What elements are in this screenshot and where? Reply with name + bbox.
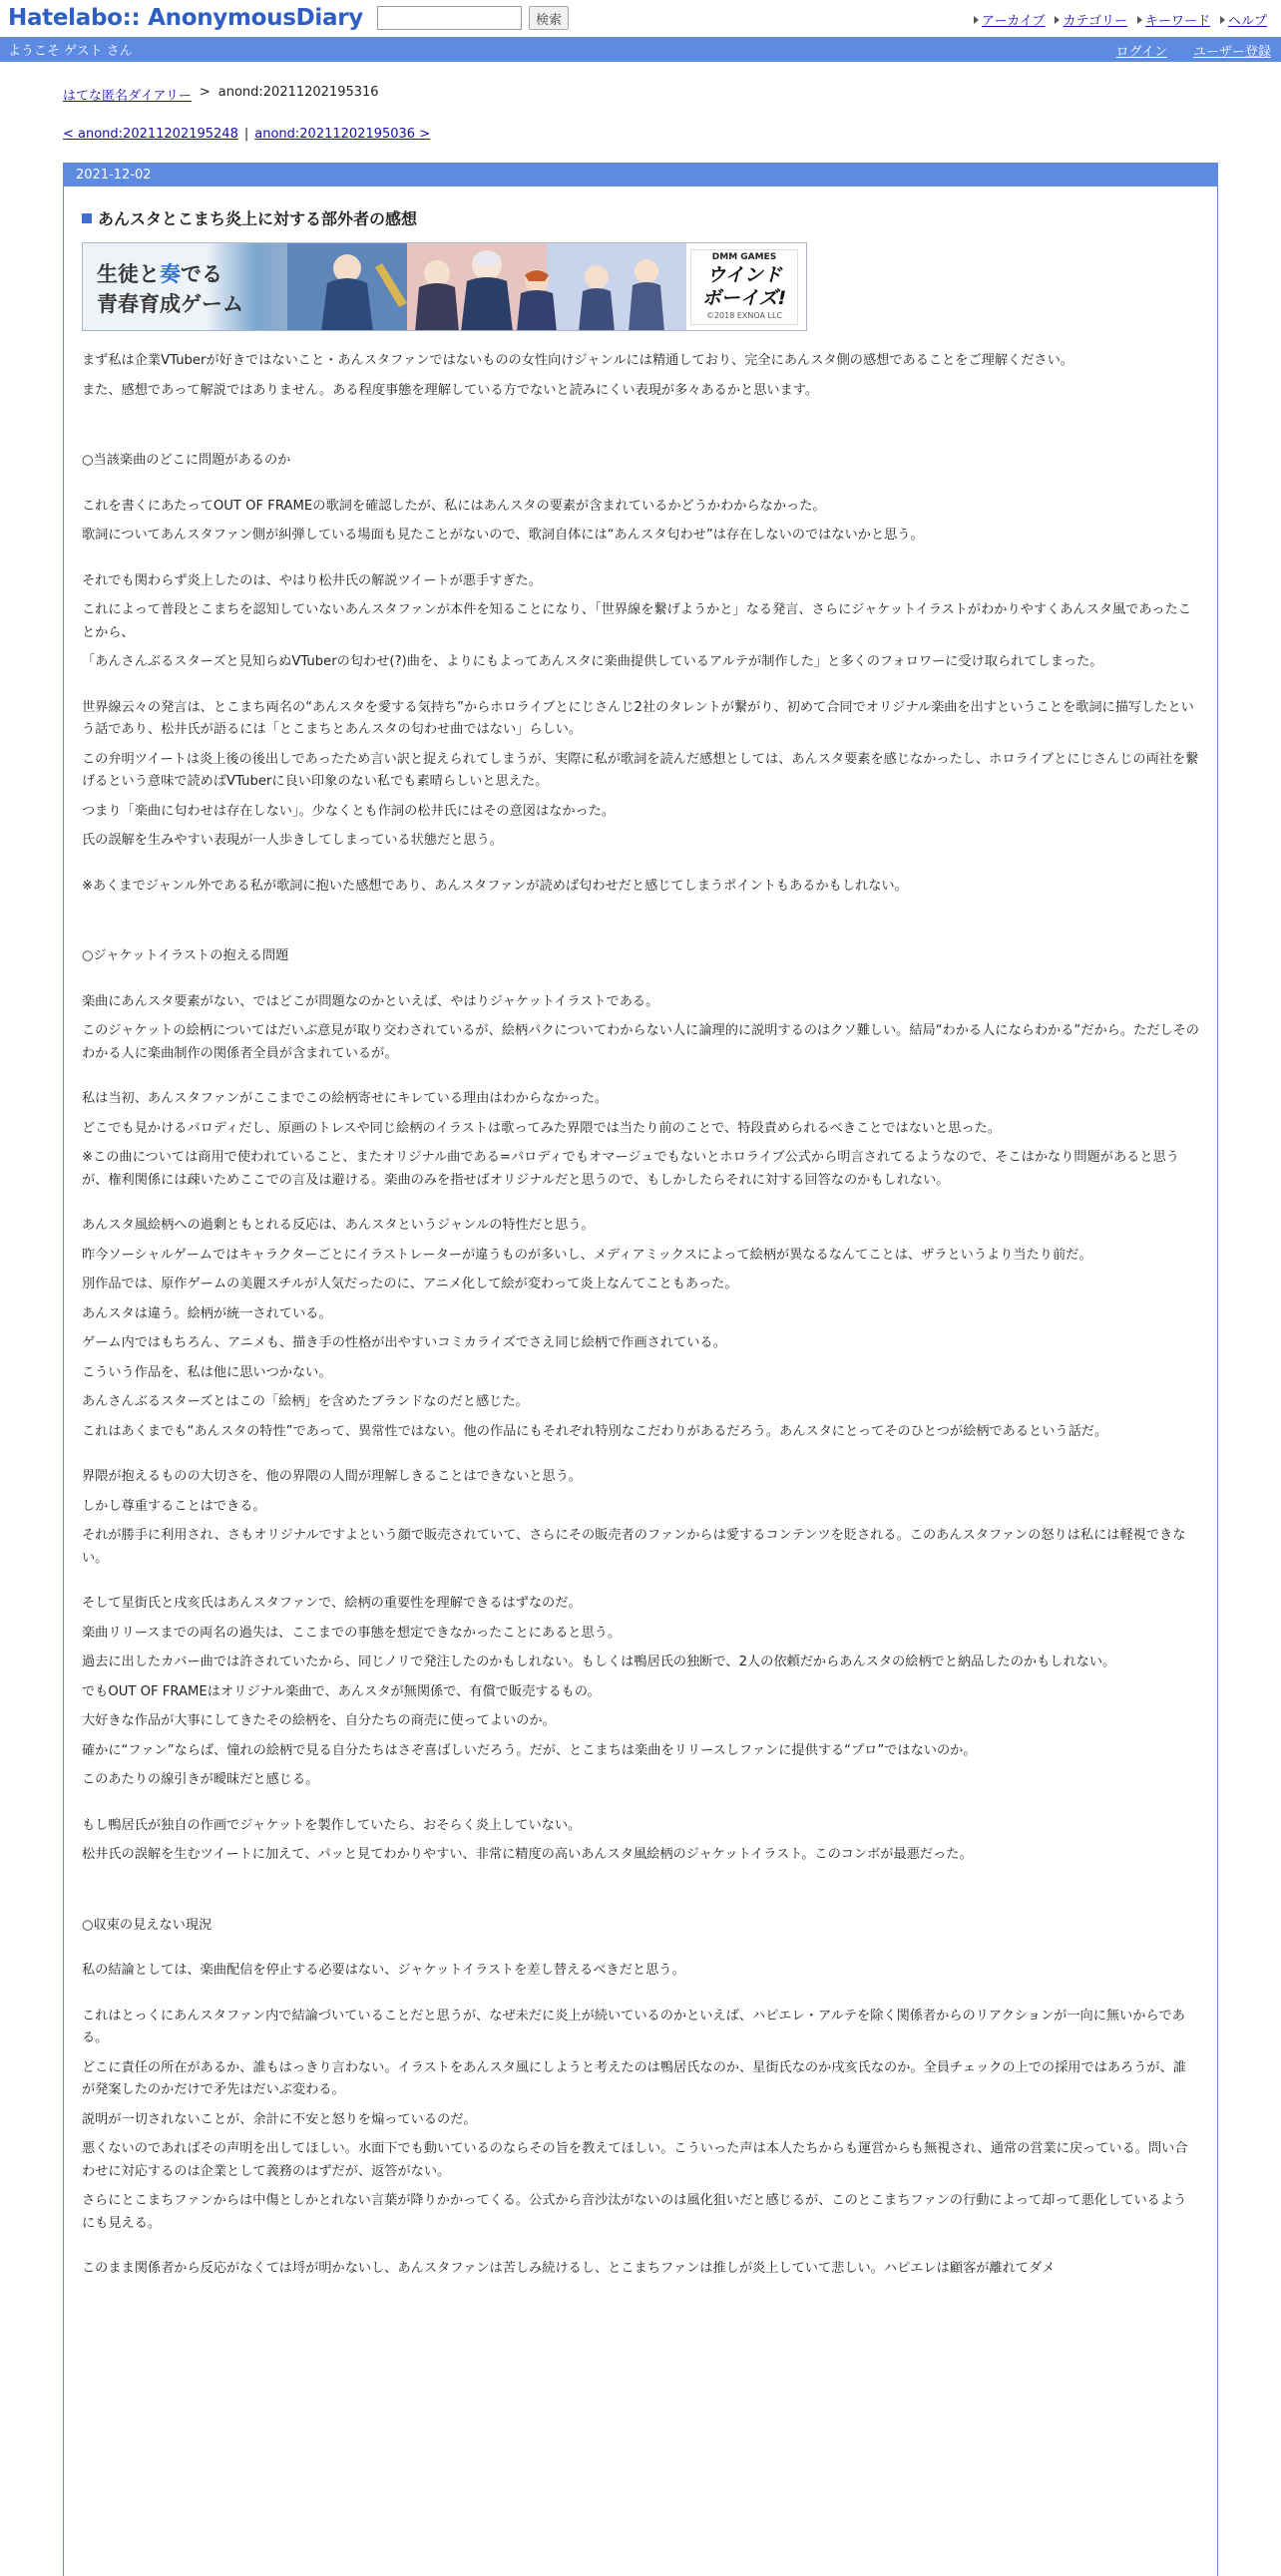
paragraph: 「あんさんぶるスターズと見知らぬVTuberの匂わせ(?)曲を、よりにもよってあんスタに楽曲提供しているアルテが制作した」と多くのフォロワーに受け取られてしまった。 [82,654,1103,669]
paragraph: あんスタは違う。絵柄が統一されている。 [82,1305,332,1321]
paragraph: このジャケットの絵柄についてはだいぶ意見が取り交わされているが、絵柄パクについてわからない人に論理的に説明するのはクソ難しい。結局“わかる人にならわかる”だから。ただしそのわかる人に楽曲制作の関係者全員が含まれているが。 [82,1023,1199,1061]
nav-help[interactable] [1220,10,1267,29]
paragraph: さらにとこまちファンからは中傷としかとれない言葉が降りかかってくる。公式から音沙汰がないのは風化狙いだと感じるが、このとこまちファンの行動によって却って悪化しているようにも見える。 [82,2193,1187,2231]
paragraph: 悪くないのであればその声明を出してほしい。水面下でも動いているのならその旨を教えてほしい。こういった声は本人たちからも運営からも無視され、通常の営業に戻っている。問い合わせに対応するのは企業として義務のはずだが、返答がない。 [82,2141,1188,2179]
paragraph: これはとっくにあんスタファン内で結論づいていることだと思うが、なぜ未だに炎上が続いているのかといえば、ハピエレ・アルテを除く関係者からのリアクションが一向に無いからである。 [82,2008,1185,2045]
section-heading: ○当該楽曲のどこに問題があるのか [82,453,291,468]
paragraph: 私は当初、あんスタファンがここまでこの絵柄寄せにキレている理由はわからなかった。 [82,1091,609,1106]
welcome-text: ようこそ ゲスト さん [8,44,133,59]
banner-text-3: 青春育成ゲーム [97,292,243,316]
ad-banner[interactable] [82,242,807,331]
paragraph: ※あくまでジャンル外である私が歌詞に抱いた感想であり、あんスタファンが読めば匂わせだと感じてしまうポイントもあるかもしれない。 [82,878,908,894]
paragraph: つまり「楽曲に匂わせは存在しない」。少なくとも作詞の松井氏にはその意図はなかった。 [82,803,616,819]
nav-keyword[interactable] [1137,10,1210,29]
paragraph: あんスタ風絵柄への過剰ともとれる反応は、あんスタというジャンルの特性だと思う。 [82,1218,595,1233]
banner-tagline [97,259,243,319]
square-bullet-icon [82,213,92,223]
entry-body [82,350,1199,2288]
top-bar [0,0,1281,36]
banner-text-1: 生徒と [97,262,160,286]
arrow-right-icon [974,16,979,24]
paragraph: 氏の誤解を生みやすい表現が一人歩きしてしまっている状態だと思う。 [82,833,503,848]
nav-archive-label: アーカイブ [981,14,1046,29]
paragraph: このまま関係者から反応がなくては埒が明かないし、あんスタファンは苦しみ続けるし、とこまちファンは推しが炎上していて悲しい。ハピエレは顧客が離れてダメ [82,2261,1056,2276]
paragraph: 確かに“ファン”ならば、憧れの絵柄で見る自分たちはさぞ喜ばしいだろう。だが、とこまちは楽曲をリリースしファンに提供する“プロ”ではないのか。 [82,1742,977,1758]
prev-entry-link[interactable]: < anond:20211202195248 [63,127,238,142]
paragraph: この弁明ツイートは炎上後の後出しであったため言い訳と捉えられてしまうが、実際に私が歌詞を読んだ感想としては、あんスタ要素を感じなかったし、ホロライブとにじさんじの両社を繋げるという意味で読めばVTuberに良い印象のない私でも素晴らしいと思えた。 [82,751,1199,789]
pager-separator: | [243,127,249,142]
paragraph: でもOUT OF FRAMEはオリジナル楽曲で、あんスタが無関係で、有償で販売するもの。 [82,1683,601,1699]
entry-title-text: あんスタとこまち炎上に対する部外者の感想 [98,209,418,228]
next-entry-link[interactable]: anond:20211202195036 > [254,127,431,142]
paragraph: 別作品では、原作ゲームの美麗スチルが人気だったのに、アニメ化して絵が変わって炎上なんてこともあった。 [82,1277,738,1291]
paragraph: 世界線云々の発言は、とこまち両名の“あんスタを愛する気持ち”からホロライブとにじさんじ2社のタレントが繋がり、初めて合同でオリジナル楽曲を出すということを歌詞に描写したという話であり、松井氏が語るには「とこまちとあんスタの匂わせ曲ではない」らしい。 [82,699,1194,737]
paragraph: ※この曲については商用で使われていること、またオリジナル曲である=パロディでもオマージュでもないとホロライブ公式から明言されてるようなので、そこはかなり問題があると思うが、権利関係には疎いためここでの言及は避ける。楽曲のみを指せばオリジナルだと思うので、もしかしたらそれに対する回答なのかもしれない。 [82,1150,1179,1188]
paragraph: それが勝手に利用され、さもオリジナルですよという顔で販売されていて、さらにその販売者のファンからは愛するコンテンツを貶される。このあんスタファンの怒りは私には軽視できない。 [82,1528,1186,1566]
paragraph: 歌詞についてあんスタファン側が糾弾している場面も見たことがないので、歌詞自体には“あんスタ匂わせ”は存在しないのではないかと思う。 [82,528,924,543]
entry-title[interactable] [82,206,417,229]
paragraph: もし鴨居氏が独自の作画でジャケットを製作していたら、おそらく炎上していない。 [82,1817,582,1833]
paragraph: これはあくまでも“あんスタの特性”であって、異常性ではない。他の作品にもそれぞれ特別なこだわりがあるだろう。あんスタにとってそのひとつが絵柄であるという話だ。 [82,1423,1108,1439]
banner-copyright: ©2018 EXNOA LLC [705,311,783,320]
banner-logo-line2: ボーイズ! [701,287,787,309]
paragraph: どこでも見かけるパロディだし、原画のトレスや同じ絵柄のイラストは歌ってみた界隈では当たり前のことで、特段責められるべきことではないと思った。 [82,1120,1002,1136]
banner-game-logo [690,249,798,325]
section-heading: ○収束の見えない現況 [82,1917,213,1933]
banner-illustration [287,243,686,331]
site-logo[interactable]: Hatelabo:: AnonymousDiary [8,5,363,31]
arrow-right-icon [1137,16,1142,24]
breadcrumb-home-link[interactable]: はてな匿名ダイアリー [63,89,192,104]
paragraph: それでも関わらず炎上したのは、やはり松井氏の解説ツイートが悪手すぎた。 [82,572,542,588]
banner-brand: DMM GAMES [711,252,777,262]
nav-help-label: ヘルプ [1227,14,1267,29]
paragraph: 大好きな作品が大事にしてきたその絵柄を、自分たちの商売に使ってよいのか。 [82,1713,556,1728]
search-button[interactable]: 検索 [529,6,569,30]
entry-pager [63,127,430,142]
user-bar [0,37,1281,62]
paragraph: しかし尊重することはできる。 [82,1498,266,1514]
nav-category[interactable] [1055,10,1126,29]
paragraph: 楽曲にあんスタ要素がない、ではどこが問題なのかといえば、やはりジャケットイラストである。 [82,993,659,1009]
paragraph: そして星街氏と戌亥氏はあんスタファンで、絵柄の重要性を理解できるはずなのだ。 [82,1596,582,1611]
banner-text-accent: 奏 [160,262,181,286]
breadcrumb-separator: > [199,85,211,100]
breadcrumb [63,85,379,104]
nav-keyword-label: キーワード [1144,14,1210,29]
paragraph: あんさんぶるスターズとはこの「絵柄」を含めたブランドなのだと感じた。 [82,1394,529,1409]
breadcrumb-current: anond:20211202195316 [217,85,379,100]
login-link[interactable]: ログイン [1115,45,1167,60]
user-links [1116,41,1271,60]
paragraph: 昨今ソーシャルゲームではキャラクターごとにイラストレーターが違うものが多いし、メディアミックスによって絵柄が異なるなんてことは、ザラというより当たり前だ。 [82,1247,1092,1263]
arrow-right-icon [1220,16,1225,24]
paragraph: まず私は企業VTuberが好きではないこと・あんスタファンではないものの女性向けジャンルには精通しており、完全にあんスタ側の感想であることをご理解ください。 [82,353,1073,368]
section-heading: ○ジャケットイラストの抱える問題 [82,948,289,963]
day-section [63,163,1218,2576]
paragraph: 私の結論としては、楽曲配信を停止する必要はない、ジャケットイラストを差し替えるべきだと思う。 [82,1963,685,1978]
paragraph: このあたりの線引きが曖昧だと感じる。 [82,1772,319,1787]
banner-logo-line1: ウインド [706,264,782,286]
paragraph: どこに責任の所在があるか、誰もはっきり言わない。イラストをあんスタ風にしようと考えたのは鴨居氏なのか、星街氏なのか戌亥氏なのか。全員チェックの上での採用ではあろうが、誰が発案したのかだけで矛先はだいぶ変わる。 [82,2059,1186,2097]
paragraph: こういう作品を、私は他に思いつかない。 [82,1364,332,1380]
paragraph: 界隈が抱えるものの大切さを、他の界隈の人間が理解しきることはできないと思う。 [82,1469,583,1484]
paragraph: 松井氏の誤解を生むツイートに加えて、パッと見てわかりやすい、非常に精度の高いあんスタ風絵柄のジャケットイラスト。このコンボが最悪だった。 [82,1847,973,1862]
search-input[interactable] [377,6,522,30]
nav-category-label: カテゴリー [1063,14,1127,29]
banner-text-2: でる [181,262,222,286]
top-nav [974,10,1267,29]
paragraph: 楽曲リリースまでの両名の過失は、ここまでの事態を想定できなかったことにあると思う。 [82,1625,622,1641]
paragraph: これによって普段とこまちを認知していないあんスタファンが本件を知ることになり、「世界線を繋げようかと」なる発言、さらにジャケットイラストがわかりやすくあんスタ風であったことから、 [82,602,1191,640]
nav-archive[interactable] [974,10,1046,29]
paragraph: 説明が一切されないことが、余計に不安と怒りを煽っているのだ。 [82,2111,477,2127]
register-link[interactable]: ユーザー登録 [1192,45,1271,60]
arrow-right-icon [1055,16,1060,24]
paragraph: また、感想であって解説ではありません。ある程度事態を理解している方でないと読みにくい表現が多々あるかと思います。 [82,382,819,398]
paragraph: 過去に出したカバー曲では許されていたから、同じノリで発注したのかもしれない。もしくは鴨居氏の独断で、2人の依頼だからあんスタの絵柄でと納品したのかもしれない。 [82,1655,1116,1669]
paragraph: これを書くにあたってOUT OF FRAMEの歌詞を確認したが、私にはあんスタの要素が含まれているかどうかわからなかった。 [82,498,826,514]
paragraph: ゲーム内ではもちろん、アニメも、描き手の性格が出やすいコミカライズでさえ同じ絵柄で作画されている。 [82,1335,726,1350]
day-date: 2021-12-02 [64,164,1217,186]
